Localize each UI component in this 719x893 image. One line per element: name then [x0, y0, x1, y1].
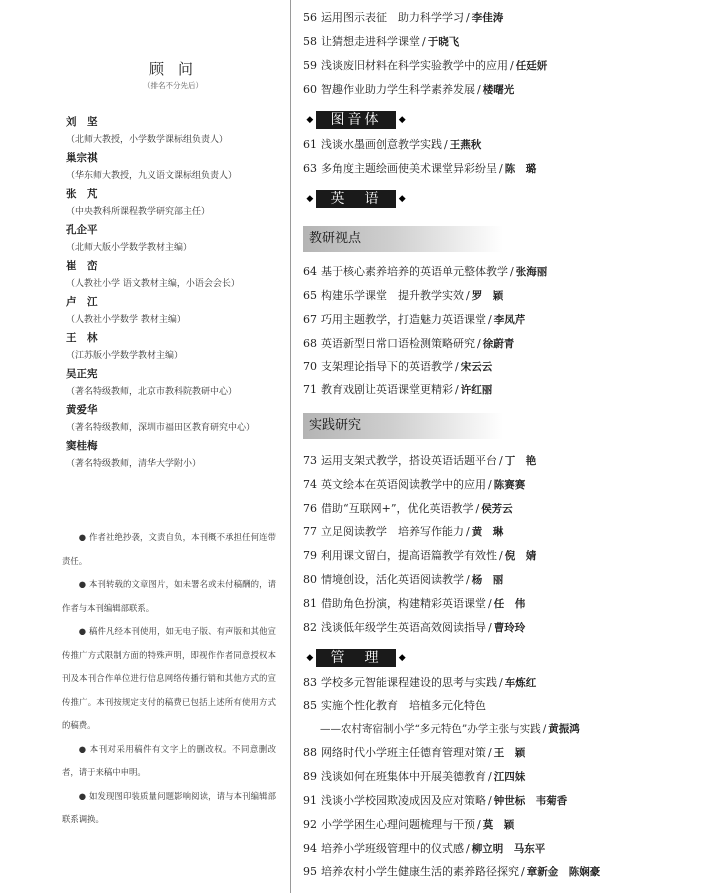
advisor-name: 王 林 — [66, 332, 98, 344]
page-number: 61 — [303, 138, 317, 151]
article-author: 丁 艳 — [504, 455, 537, 467]
note-reprint: ● 本刊转载的文章图片，如未署名或未付稿酬的，请作者与本刊编辑部联系。 — [62, 579, 276, 613]
page-number: 73 — [303, 454, 317, 467]
article-author: 罗 颖 — [471, 290, 504, 302]
article-author: 楼曙光 — [482, 84, 515, 96]
page-number: 71 — [303, 383, 317, 396]
toc-entry[interactable]: 89 浅谈如何在班集体中开展美德教育 / 江四妹 — [303, 770, 526, 783]
page-number: 77 — [303, 525, 317, 538]
page-number: 64 — [303, 265, 317, 278]
toc-entry[interactable]: 61 浅谈水墨画创意教学实践 / 王燕秋 — [303, 138, 482, 151]
toc-entry[interactable]: 67 巧用主题教学，打造魅力英语课堂 / 李凤芹 — [303, 313, 526, 326]
page-number: 81 — [303, 597, 317, 610]
article-author: 曹玲玲 — [493, 622, 526, 634]
page-number: 58 — [303, 35, 317, 48]
page-number: 65 — [303, 289, 317, 302]
article-author: 柳立明 马东平 — [471, 843, 546, 855]
toc-entry[interactable]: 82 浅谈低年级学生英语高效阅读指导 / 曹玲玲 — [303, 621, 526, 634]
page-number: 95 — [303, 865, 317, 878]
section-heading-management — [304, 648, 408, 668]
article-author: 张海丽 — [515, 266, 548, 278]
article-author: 章新金 陈娴豪 — [526, 866, 601, 878]
diamond-icon: ◆ — [306, 194, 314, 204]
editorial-notes — [62, 526, 276, 832]
advisor-name: 吴正宪 — [66, 368, 98, 380]
article-author: 徐蔚青 — [482, 338, 515, 350]
toc-entry[interactable]: 83 学校多元智能课程建设的思考与实践 / 车炼红 — [303, 676, 537, 689]
page-number: 67 — [303, 313, 317, 326]
toc-entry[interactable]: 77 立足阅读教学 培养写作能力 / 黄 琳 — [303, 525, 504, 538]
diamond-icon: ◆ — [398, 653, 406, 663]
article-title: 浅谈水墨画创意教学实践 — [321, 138, 442, 151]
toc-entry[interactable]: 92 小学学困生心理问题梳理与干预 / 莫 颖 — [303, 818, 515, 831]
article-author: 许红丽 — [460, 384, 493, 396]
page-number: 68 — [303, 337, 317, 350]
page-number: 70 — [303, 360, 317, 373]
toc-entry[interactable]: 71 教育戏剧让英语课堂更精彩 / 许红丽 — [303, 383, 493, 396]
advisor-affiliation: （著名特级教师，清华大学附小） — [66, 459, 202, 469]
toc-entry[interactable]: 73 运用支架式教学，搭设英语话题平台 / 丁 艳 — [303, 454, 537, 467]
page-number: 76 — [303, 502, 317, 515]
diamond-icon: ◆ — [398, 115, 406, 125]
toc-entry[interactable]: 80 情境创设，活化英语阅读教学 / 杨 丽 — [303, 573, 504, 586]
page-number: 59 — [303, 59, 317, 72]
note-print-quality: ● 如发现图印装质量问题影响阅读，请与本刊编辑部联系调换。 — [62, 790, 276, 824]
advisors-subtitle: （排名不分先后） — [143, 81, 203, 90]
toc-entry[interactable]: 59 浅谈废旧材料在科学实验教学中的应用 / 任廷妍 — [303, 59, 548, 72]
article-title: 巧用主题教学，打造魅力英语课堂 — [321, 313, 486, 326]
subsection-heading-practice: 实践研究 — [303, 413, 503, 439]
article-title: 基于核心素养培养的英语单元整体教学 — [321, 265, 508, 278]
advisor-affiliation: （江苏版小学数学教材主编） — [66, 351, 184, 361]
page-number: 83 — [303, 676, 317, 689]
toc-entry[interactable]: 79 利用课文留白，提高语篇教学有效性 / 倪 婧 — [303, 549, 537, 562]
advisor-affiliation: （中央教科所课程教学研究部主任） — [66, 207, 211, 217]
article-author: 钟世标 韦菊香 — [493, 795, 568, 807]
article-subtitle: ——农村寄宿制小学“多元特色”办学主张与实践 — [320, 723, 541, 735]
article-title: 浅谈如何在班集体中开展美德教育 — [321, 770, 486, 783]
advisor-affiliation: （人教社小学 语文教材主编，小语会会长） — [66, 279, 240, 289]
article-author: 陈赛赛 — [493, 479, 526, 491]
note-plagiarism: ● 作者社绝抄袭，文责自负，本刊概不承担任何连带责任。 — [62, 532, 276, 566]
article-title: 让猜想走进科学课堂 — [321, 35, 420, 48]
article-title: 网络时代小学班主任德育管理对策 — [321, 746, 486, 759]
article-title: 浅谈小学校园欺凌成因及应对策略 — [321, 794, 486, 807]
diamond-icon: ◆ — [306, 653, 314, 663]
article-title: 借助“互联网+”，优化英语教学 — [321, 502, 474, 515]
article-author: 车炼红 — [504, 677, 537, 689]
article-author: 李凤芹 — [493, 314, 526, 326]
article-author: 江四妹 — [493, 771, 526, 783]
page-number: 56 — [303, 11, 317, 24]
page-number: 79 — [303, 549, 317, 562]
article-title: 运用图示表征 助力科学学习 — [321, 11, 464, 24]
advisor-affiliation: （华东师大教授，九义语文课标组负责人） — [66, 171, 238, 181]
toc-entry[interactable]: 64 基于核心素养培养的英语单元整体教学 / 张海丽 — [303, 265, 548, 278]
advisor-name: 窦桂梅 — [66, 440, 98, 452]
section-heading-english — [304, 189, 408, 209]
toc-entry[interactable]: 60 智趣作业助力学生科学素养发展 / 楼曙光 — [303, 83, 515, 96]
advisor-affiliation: （北师大教授，小学数学课标组负责人） — [66, 135, 229, 145]
note-copyright: ● 稿件凡经本刊使用，如无电子版、有声版和其他宣传推广方式限制方面的特殊声明，即视作作者同意授权本刊及本刊合作单位进行信息网络传播行销和其他方式的宣传推广。本刊按规定支付的稿费已包括上述所有使用方式的稿费。 — [62, 626, 276, 730]
page-number: 74 — [303, 478, 317, 491]
article-title: 情境创设，活化英语阅读教学 — [321, 573, 464, 586]
toc-entry[interactable]: 94 培养小学班级管理中的仪式感 / 柳立明 马东平 — [303, 842, 546, 855]
article-author: 李佳涛 — [471, 12, 504, 24]
diamond-icon: ◆ — [398, 194, 406, 204]
advisor-affiliation: （北师大版小学数学教材主编） — [66, 243, 193, 253]
toc-entry[interactable]: 65 构建乐学课堂 提升教学实效 / 罗 颖 — [303, 289, 504, 302]
page-number: 82 — [303, 621, 317, 634]
page-number: 91 — [303, 794, 317, 807]
toc-entry[interactable]: 91 浅谈小学校园欺凌成因及应对策略 / 钟世标 韦菊香 — [303, 794, 568, 807]
page-number: 63 — [303, 162, 317, 175]
section-heading-art — [304, 110, 408, 130]
article-title: 实施个性化教育 培植多元化特色 — [321, 699, 486, 712]
advisor-affiliation: （人教社小学数学 教材主编） — [66, 315, 186, 325]
article-author: 陈 璐 — [504, 163, 537, 175]
article-author: 王燕秋 — [449, 139, 482, 151]
page-number: 89 — [303, 770, 317, 783]
article-title: 培养农村小学生健康生活的素养路径探究 — [321, 865, 519, 878]
article-title: 浅谈废旧材料在科学实验教学中的应用 — [321, 59, 508, 72]
toc-entry[interactable]: 63 多角度主题绘画使美术课堂异彩纷呈 / 陈 璐 — [303, 162, 537, 175]
article-title: 浅谈低年级学生英语高效阅读指导 — [321, 621, 486, 634]
article-author: 宋云云 — [460, 361, 493, 373]
article-title: 学校多元智能课程建设的思考与实践 — [321, 676, 497, 689]
article-author: 王 颖 — [493, 747, 526, 759]
toc-entry[interactable]: 88 网络时代小学班主任德育管理对策 / 王 颖 — [303, 746, 526, 759]
advisor-name: 刘 坚 — [66, 116, 98, 128]
section-heading-label: 图音体 — [316, 111, 397, 129]
article-author: 于晓飞 — [427, 36, 460, 48]
column-divider — [290, 0, 291, 893]
article-author: 任 伟 — [493, 598, 526, 610]
diamond-icon: ◆ — [306, 115, 314, 125]
advisor-list — [66, 113, 286, 473]
page-number: 94 — [303, 842, 317, 855]
toc-entry[interactable]: 58 让猜想走进科学课堂 / 于晓飞 — [303, 35, 460, 48]
article-author: 黄振鸿 — [548, 723, 580, 735]
advisor-name: 卢 江 — [66, 296, 98, 308]
toc-entry[interactable]: 76 借助“互联网+”，优化英语教学 / 侯芳云 — [303, 502, 513, 515]
article-title: 教育戏剧让英语课堂更精彩 — [321, 383, 453, 396]
article-title: 英语新型日常口语检测策略研究 — [321, 337, 475, 350]
advisor-name: 孔企平 — [66, 224, 98, 236]
note-editing-rights: ● 本刊对采用稿件有文字上的删改权。不同意删改者，请于来稿中申明。 — [62, 743, 276, 777]
section-heading-label: 管 理 — [316, 649, 397, 667]
toc-entry[interactable] — [303, 698, 486, 714]
page-number: 85 — [303, 699, 317, 712]
article-author: 莫 颖 — [482, 819, 515, 831]
article-author: 倪 婧 — [504, 550, 537, 562]
section-heading-label: 英 语 — [316, 190, 397, 208]
advisor-affiliation: （著名特级教师，深圳市福田区教育研究中心） — [66, 423, 256, 433]
article-author: 侯芳云 — [481, 503, 513, 515]
toc-entry[interactable]: 95 培养农村小学生健康生活的素养路径探究 / 章新金 陈娴豪 — [303, 865, 601, 878]
article-title: 立足阅读教学 培养写作能力 — [321, 525, 464, 538]
toc-entry[interactable]: 56 运用图示表征 助力科学学习 / 李佳涛 — [303, 11, 504, 24]
advisor-name: 崔 峦 — [66, 260, 98, 272]
toc-entry[interactable]: 81 借助角色扮演，构建精彩英语课堂 / 任 伟 — [303, 597, 526, 610]
advisors-column — [0, 0, 290, 893]
contents-column — [300, 0, 719, 893]
article-title: 借助角色扮演，构建精彩英语课堂 — [321, 597, 486, 610]
article-author: 任廷妍 — [515, 60, 548, 72]
toc-entry[interactable]: 70 支架理论指导下的英语教学 / 宋云云 — [303, 360, 493, 373]
toc-entry-subtitle[interactable]: ——农村寄宿制小学“多元特色”办学主张与实践 / 黄振鸿 — [320, 723, 580, 735]
article-title: 英文绘本在英语阅读教学中的应用 — [321, 478, 486, 491]
advisor-name: 巢宗祺 — [66, 152, 98, 164]
subsection-heading-research: 教研视点 — [303, 226, 503, 252]
page-number: 60 — [303, 83, 317, 96]
toc-entry[interactable]: 74 英文绘本在英语阅读教学中的应用 / 陈赛赛 — [303, 478, 526, 491]
toc-entry[interactable]: 68 英语新型日常口语检测策略研究 / 徐蔚青 — [303, 337, 515, 350]
article-author: 黄 琳 — [471, 526, 504, 538]
page-number: 88 — [303, 746, 317, 759]
advisor-affiliation: （著名特级教师，北京市教科院教研中心） — [66, 387, 238, 397]
article-title: 利用课文留白，提高语篇教学有效性 — [321, 549, 497, 562]
article-title: 支架理论指导下的英语教学 — [321, 360, 453, 373]
article-title: 多角度主题绘画使美术课堂异彩纷呈 — [321, 162, 497, 175]
article-title: 小学学困生心理问题梳理与干预 — [321, 818, 475, 831]
advisor-name: 张 芃 — [66, 188, 98, 200]
article-title: 运用支架式教学，搭设英语话题平台 — [321, 454, 497, 467]
advisor-name: 黄爱华 — [66, 404, 98, 416]
article-title: 构建乐学课堂 提升教学实效 — [321, 289, 464, 302]
article-title: 智趣作业助力学生科学素养发展 — [321, 83, 475, 96]
advisors-title: 顾问 — [148, 60, 207, 78]
article-title: 培养小学班级管理中的仪式感 — [321, 842, 464, 855]
article-author: 杨 丽 — [471, 574, 504, 586]
page-number: 92 — [303, 818, 317, 831]
page-number: 80 — [303, 573, 317, 586]
